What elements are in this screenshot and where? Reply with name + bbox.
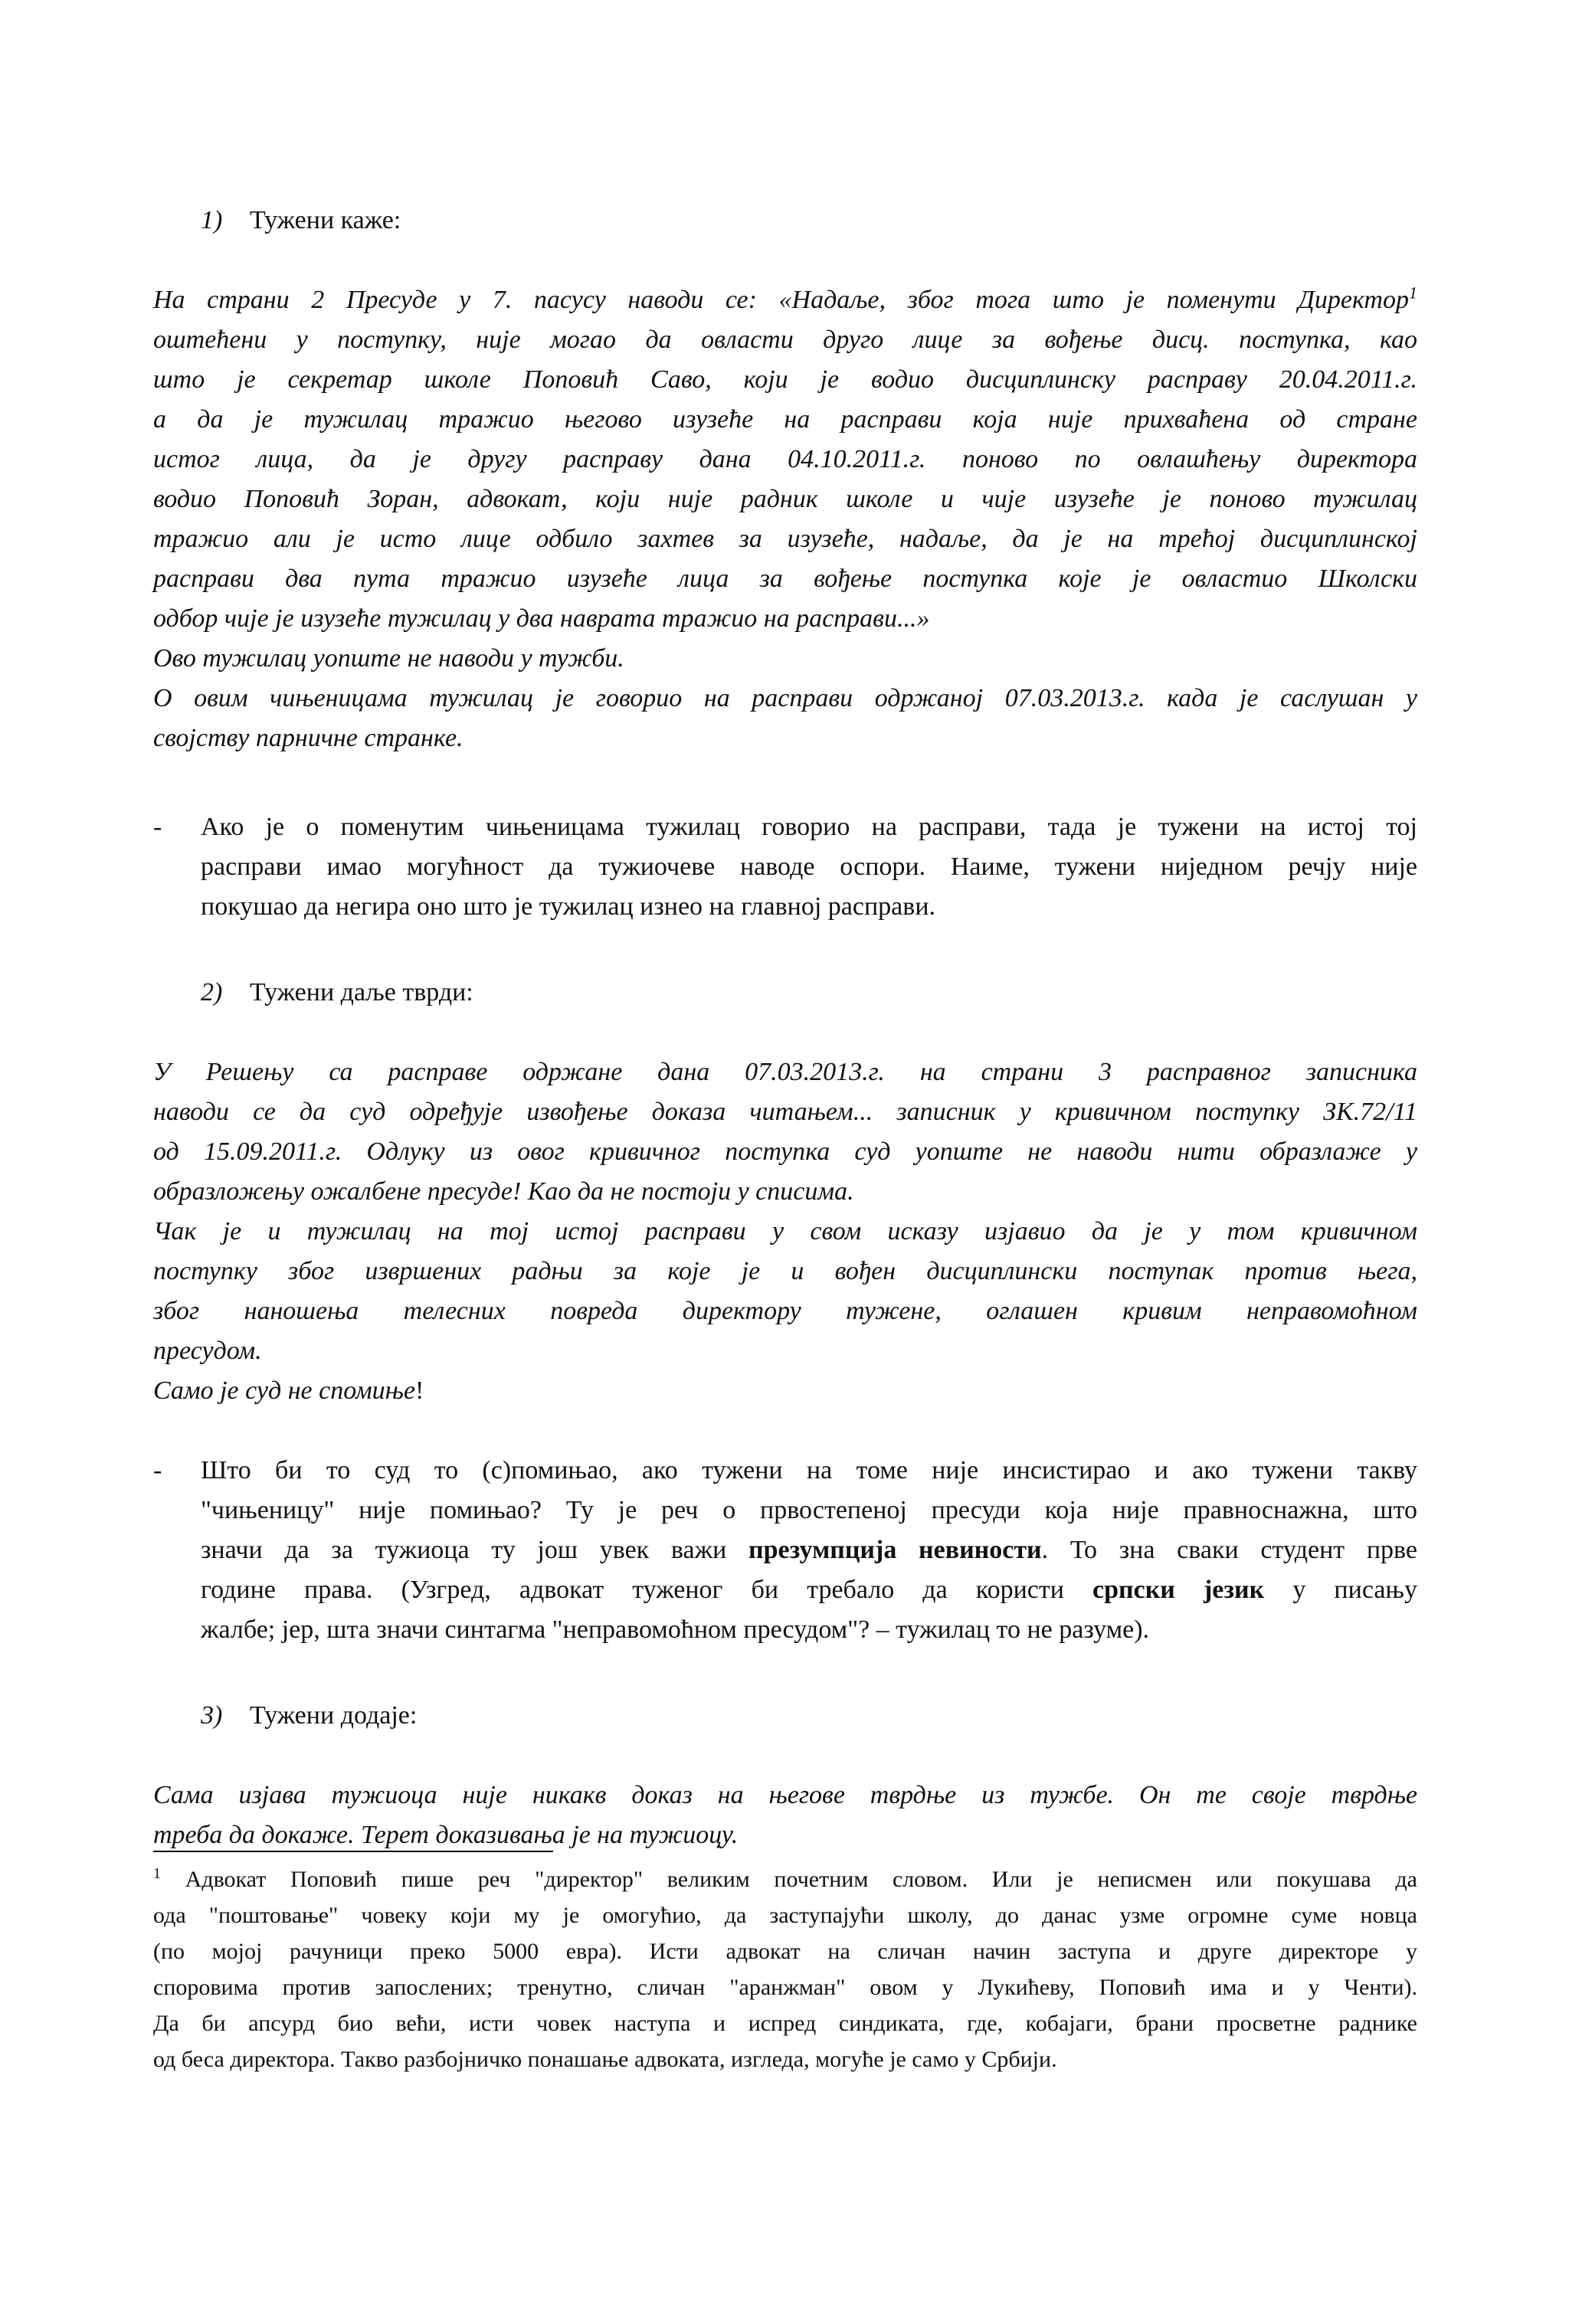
section-1-heading xyxy=(201,201,401,241)
section-2-title: Тужени даље тврди: xyxy=(250,978,473,1007)
reply-line: значи да за тужиоца ту још увек важи презумпција невиности. То зна сваки студент прве xyxy=(201,1536,1418,1564)
section-2-number: 2) xyxy=(201,978,223,1007)
quote-line: Чак је и тужилац на тој истој расправи у свом исказу изјавио да је у том кривичном xyxy=(153,1217,1417,1245)
quote-line: одбор чије је изузеће тужилац у два наврата тражио на расправи...» xyxy=(153,604,930,633)
footnote-line: ода "поштовање" човеку који му је омогућио, да заступајући школу, до данас узме огромне суме новца xyxy=(153,1903,1417,1928)
reply-line: жалбе; јер, шта значи синтагма "неправомоћном пресудом"? – тужилац то не разуме). xyxy=(201,1615,1150,1644)
quote-line: пресудом. xyxy=(153,1337,262,1365)
section-1-quote xyxy=(153,280,1417,758)
footnote-line: од беса директора. Такво разбојничко понашање адвоката, изгледа, могуће је само у Србији. xyxy=(153,2047,1057,2072)
reply-line: "чињеницу" није помињао? Ту је реч о првостепеној пресуди која није правноснажна, што xyxy=(201,1496,1417,1524)
section-1-reply xyxy=(153,807,1417,927)
reply-line: расправи имао могућност да тужиочеве наводе оспори. Наиме, тужени ниједном речју није xyxy=(201,853,1417,881)
reply-line: године права. (Узгред, адвокат туженог би требало да користи српски језик у писању xyxy=(201,1576,1417,1604)
quote-line: наводи се да суд одређује извођење доказа читањем... записник у кривичном поступку ЗК.72/11 xyxy=(153,1098,1417,1126)
quote-line: У Решењу са расправе одржане дана 07.03.2013.г. на страни 3 расправног записника xyxy=(153,1058,1417,1086)
bold-phrase: презумпција невиности xyxy=(748,1536,1042,1564)
quote-line: оштећени у поступку, није могао да овласти друго лице за вођење дисц. поступка, као xyxy=(153,326,1417,354)
section-2-reply xyxy=(153,1451,1417,1650)
section-1-number: 1) xyxy=(201,206,223,234)
section-2-quote xyxy=(153,1052,1417,1411)
bold-phrase: српски језик xyxy=(1092,1576,1265,1604)
quote-line: што је секретар школе Поповић Саво, који је водио дисциплинску расправу 20.04.2011.г. xyxy=(153,365,1417,394)
quote-line: а да је тужилац тражио његово изузеће на расправи која није прихваћена од стране xyxy=(153,405,1417,434)
footnote-line: $^1$ Адвокат Поповић пише реч "директор" великим почетним словом. Или је неписмен или покушава да xyxy=(153,1865,1417,1892)
footnote-line: Да би апсурд био већи, исти човек наступа и испред синдиката, где, кобајаги, брани просветне раднике xyxy=(153,2011,1417,2036)
reply-line: Ако је о поменутим чињеницама тужилац говорио на расправи, тада је тужени на истој тој xyxy=(201,813,1417,841)
footnote-separator xyxy=(153,1851,553,1852)
dash-bullet: - xyxy=(153,1456,162,1484)
quote-line: треба да докаже. Терет доказивања је на тужиоцу. xyxy=(153,1821,739,1849)
quote-line: О овим чињеницама тужилац је говорио на расправи одржаној 07.03.2013.г. када је саслушан у xyxy=(153,684,1417,712)
quote-line: Само је суд не спомиње! xyxy=(153,1376,424,1405)
section-3-title: Тужени додаје: xyxy=(250,1701,418,1730)
footnote-line: споровима против запослених; тренутно, сличан "аранжман" овом у Лукићеву, Поповић има и у Ченти). xyxy=(153,1975,1417,2000)
section-1-title: Тужени каже: xyxy=(250,206,401,234)
quote-line: расправи два пута тражио изузеће лица за вођење поступка које је овластио Школски xyxy=(153,565,1417,593)
dash-bullet: - xyxy=(153,813,162,841)
reply-line: Што би то суд то (с)помињао, ако тужени на томе није инсистирао и ако тужени такву xyxy=(201,1456,1417,1484)
quote-line: Ово тужилац уопште не наводи у тужби. xyxy=(153,644,624,673)
footnote xyxy=(153,1861,1417,2077)
quote-line: образложењу ожалбене пресуде! Као да не постоји у списима. xyxy=(153,1177,854,1206)
quote-line: водио Поповић Зоран, адвокат, који није радник школе и чије изузеће је поново тужилац xyxy=(153,485,1417,513)
quote-line: поступку због извршених радњи за које је и вођен дисциплински поступак против њега, xyxy=(153,1257,1417,1285)
footnote-reference: 1 xyxy=(1409,283,1417,303)
quote-line: Сама изјава тужиоца није никакв доказ на његове тврдње из тужбе. Он те своје тврдње xyxy=(153,1781,1417,1809)
footnote-mark: 1 xyxy=(153,1865,161,1882)
section-3-number: 3) xyxy=(201,1701,223,1730)
quote-line: својству парничне странке. xyxy=(153,724,463,752)
section-3-quote xyxy=(153,1776,1417,1855)
section-2-heading xyxy=(201,973,473,1013)
quote-line: због наношења телесних повреда директору тужене, оглашен кривим неправомоћном xyxy=(153,1297,1417,1325)
quote-line: истог лица, да је другу расправу дана 04.10.2011.г. поново по овлашћењу директора xyxy=(153,445,1417,473)
quote-line: тражио али је исто лице одбило захтев за изузеће, надаље, да је на трећој дисциплинској xyxy=(153,525,1417,553)
section-3-heading xyxy=(201,1696,417,1736)
footnote-line: (по мојој рачуници преко 5000 евра). Исти адвокат на сличан начин заступа и друге директоре у xyxy=(153,1939,1417,1964)
quote-line: од 15.09.2011.г. Одлуку из овог кривичног поступка суд уопште не наводи нити образлаже у xyxy=(153,1137,1417,1166)
reply-line: покушао да негира оно што је тужилац изнео на главној расправи. xyxy=(201,892,936,921)
quote-line: На страни 2 Пресуде у 7. пасусу наводи се: «Надаље, због тога што је поменути Директор$^1$ xyxy=(153,283,1417,314)
